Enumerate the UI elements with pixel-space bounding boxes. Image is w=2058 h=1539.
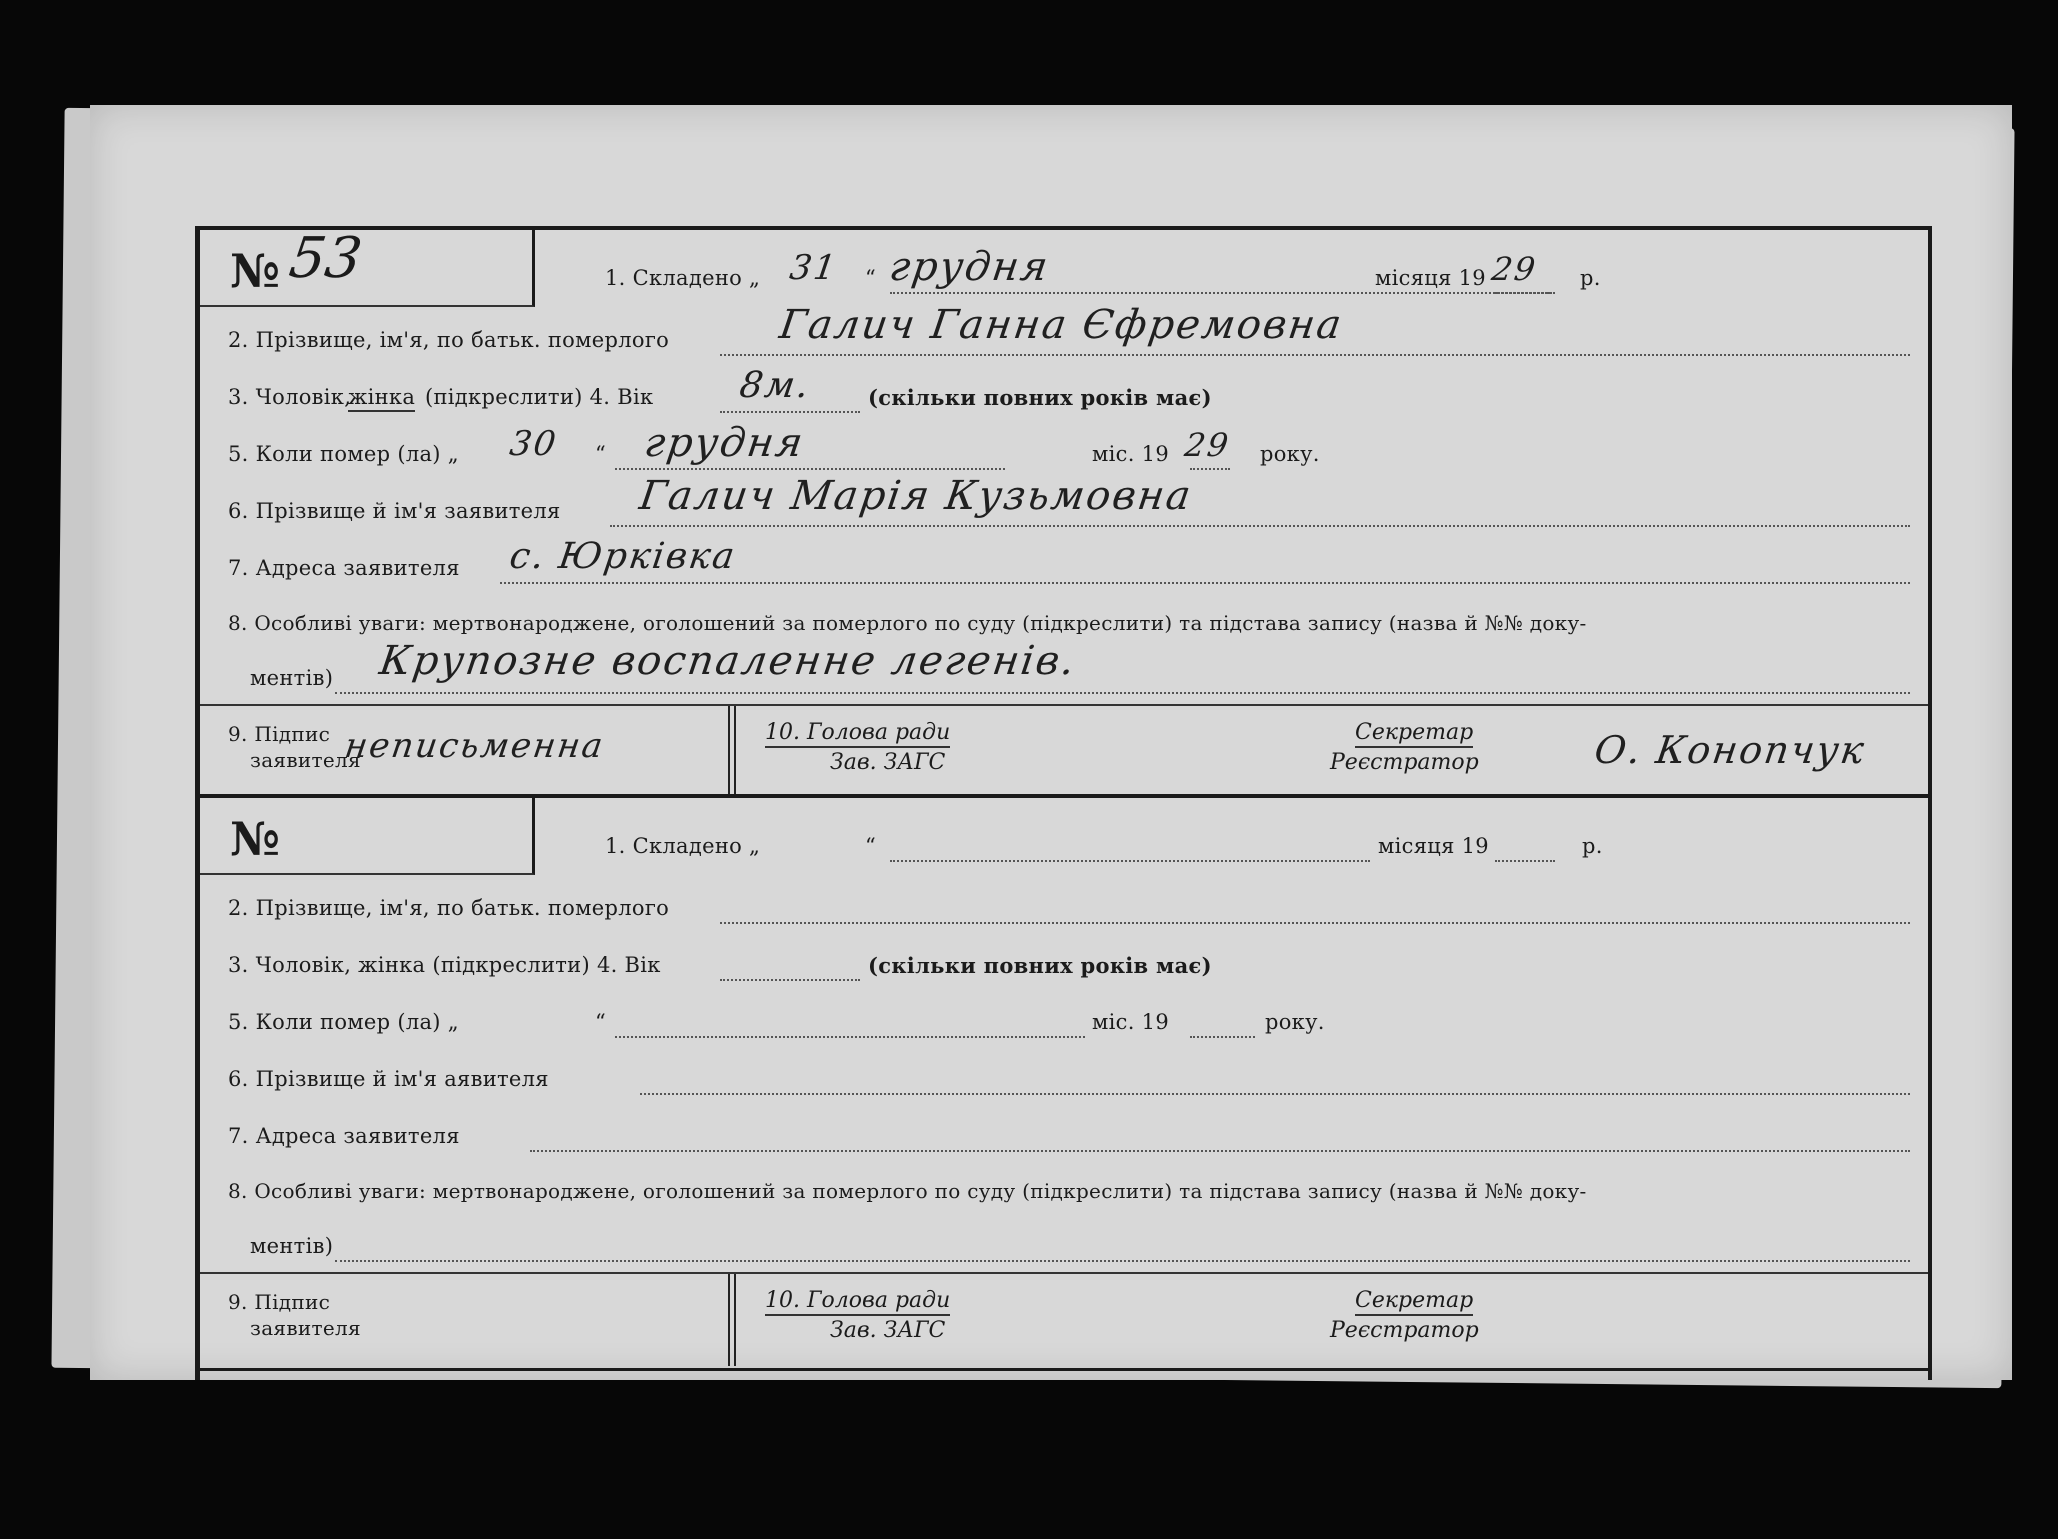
death-mis-label: міс. 19	[1092, 442, 1169, 466]
record-number-box	[200, 226, 535, 307]
registrar-signature-handwritten: О. Конопчук	[1591, 728, 1869, 772]
composed-day-handwritten: 31	[787, 248, 841, 288]
documents-label: ментів)	[250, 666, 334, 690]
frame-bottom-line	[200, 1368, 1928, 1371]
zags-head-label: Зав. ЗАГС	[830, 750, 946, 775]
death-month-handwritten: грудня	[641, 420, 808, 466]
composed-month-handwritten: грудня	[886, 244, 1053, 290]
documents-label: ментів)	[250, 1234, 334, 1258]
applicant-address-handwritten: с. Юрківка	[507, 536, 739, 577]
year-line	[1495, 834, 1555, 862]
applicant-sign-label-a: 9. Підпис	[228, 1290, 331, 1314]
applicant-name-label: 6. Прізвище й ім'я аявителя	[228, 1067, 549, 1091]
signature-block	[200, 1272, 1928, 1366]
applicant-name-handwritten: Галич Марія Кузьмовна	[636, 473, 1196, 519]
signature-divider	[728, 706, 736, 798]
roku-label: року.	[1260, 442, 1320, 466]
gender-label-underlined: жінка	[348, 385, 415, 412]
death-day-handwritten: 30	[507, 424, 561, 464]
death-record-card-1	[200, 226, 1928, 793]
quote-mark: “	[865, 834, 877, 858]
applicant-signature-handwritten: неписьменна	[342, 726, 608, 766]
head-council-label: 10. Голова ради	[765, 1288, 950, 1316]
deceased-name-label: 2. Прізвище, ім'я, по батьк. померлого	[228, 896, 670, 920]
death-record-card-2	[200, 798, 1928, 1361]
applicant-address-line	[530, 1124, 1910, 1152]
composed-label: 1. Складено „	[605, 834, 761, 858]
age-hint: (скільки повних років має)	[868, 953, 1212, 978]
gender-label-a: 3. Чоловік,	[228, 385, 352, 409]
record-number-box	[200, 798, 535, 875]
quote-mark: “	[595, 1010, 607, 1034]
age-hint: (скільки повних років має)	[868, 385, 1212, 410]
applicant-sign-label-a: 9. Підпис	[228, 722, 331, 746]
applicant-name-label: 6. Прізвище й ім'я заявителя	[228, 499, 561, 523]
gender-label: 3. Чоловік, жінка (підкреслити) 4. Вік	[228, 953, 661, 977]
documents-line	[335, 1234, 1910, 1262]
composed-month-line	[890, 834, 1370, 862]
month-year-label: місяця 19	[1378, 834, 1489, 858]
number-sign: №	[230, 812, 280, 866]
quote-mark: “	[865, 266, 877, 290]
register-frame	[195, 226, 1932, 1380]
death-mis-label: міс. 19	[1092, 1010, 1169, 1034]
death-date-label: 5. Коли помер (ла) „	[228, 442, 459, 466]
special-notes-label: 8. Особливі уваги: мертвонароджене, оголошений за померлого по суду (підкреслити) та підстава запису (назва й №№ доку-	[228, 1179, 1587, 1203]
month-year-label: місяця 19	[1375, 266, 1486, 290]
composed-label: 1. Складено „	[605, 266, 761, 290]
applicant-sign-label-b: заявителя	[250, 748, 361, 772]
number-sign: №	[230, 244, 280, 298]
signature-block	[200, 704, 1928, 798]
roku-label: року.	[1265, 1010, 1325, 1034]
death-month-line	[615, 1010, 1085, 1038]
death-year-handwritten: 29	[1182, 426, 1233, 464]
secretary-label: Секретар	[1355, 1288, 1473, 1316]
year-abbrev: р.	[1580, 266, 1601, 290]
year-abbrev: р.	[1582, 834, 1603, 858]
registrar-label: Реєстратор	[1330, 1318, 1479, 1343]
applicant-name-line	[640, 1067, 1910, 1095]
age-line	[720, 953, 860, 981]
record-number-handwritten: 53	[285, 226, 366, 291]
applicant-address-label: 7. Адреса заявителя	[228, 1124, 460, 1148]
special-notes-label: 8. Особливі уваги: мертвонароджене, оголошений за померлого по суду (підкреслити) та підстава запису (назва й №№ доку-	[228, 611, 1587, 635]
registrar-label: Реєстратор	[1330, 750, 1479, 775]
quote-mark: “	[595, 442, 607, 466]
death-date-label: 5. Коли помер (ла) „	[228, 1010, 459, 1034]
deceased-name-handwritten: Галич Ганна Єфремовна	[776, 302, 1346, 348]
head-council-label: 10. Голова ради	[765, 720, 950, 748]
gender-label-c: (підкреслити) 4. Вік	[425, 385, 654, 409]
applicant-address-label: 7. Адреса заявителя	[228, 556, 460, 580]
deceased-name-line	[720, 896, 1910, 924]
zags-head-label: Зав. ЗАГС	[830, 1318, 946, 1343]
cause-of-death-handwritten: Крупозне воспаленне легенів.	[376, 638, 1080, 684]
secretary-label: Секретар	[1355, 720, 1473, 748]
deceased-name-label: 2. Прізвище, ім'я, по батьк. померлого	[228, 328, 670, 352]
applicant-sign-label-b: заявителя	[250, 1316, 361, 1340]
signature-divider	[728, 1274, 736, 1366]
death-year-line	[1190, 1010, 1255, 1038]
composed-year-handwritten: 29	[1489, 250, 1540, 288]
age-handwritten: 8м.	[737, 365, 814, 406]
